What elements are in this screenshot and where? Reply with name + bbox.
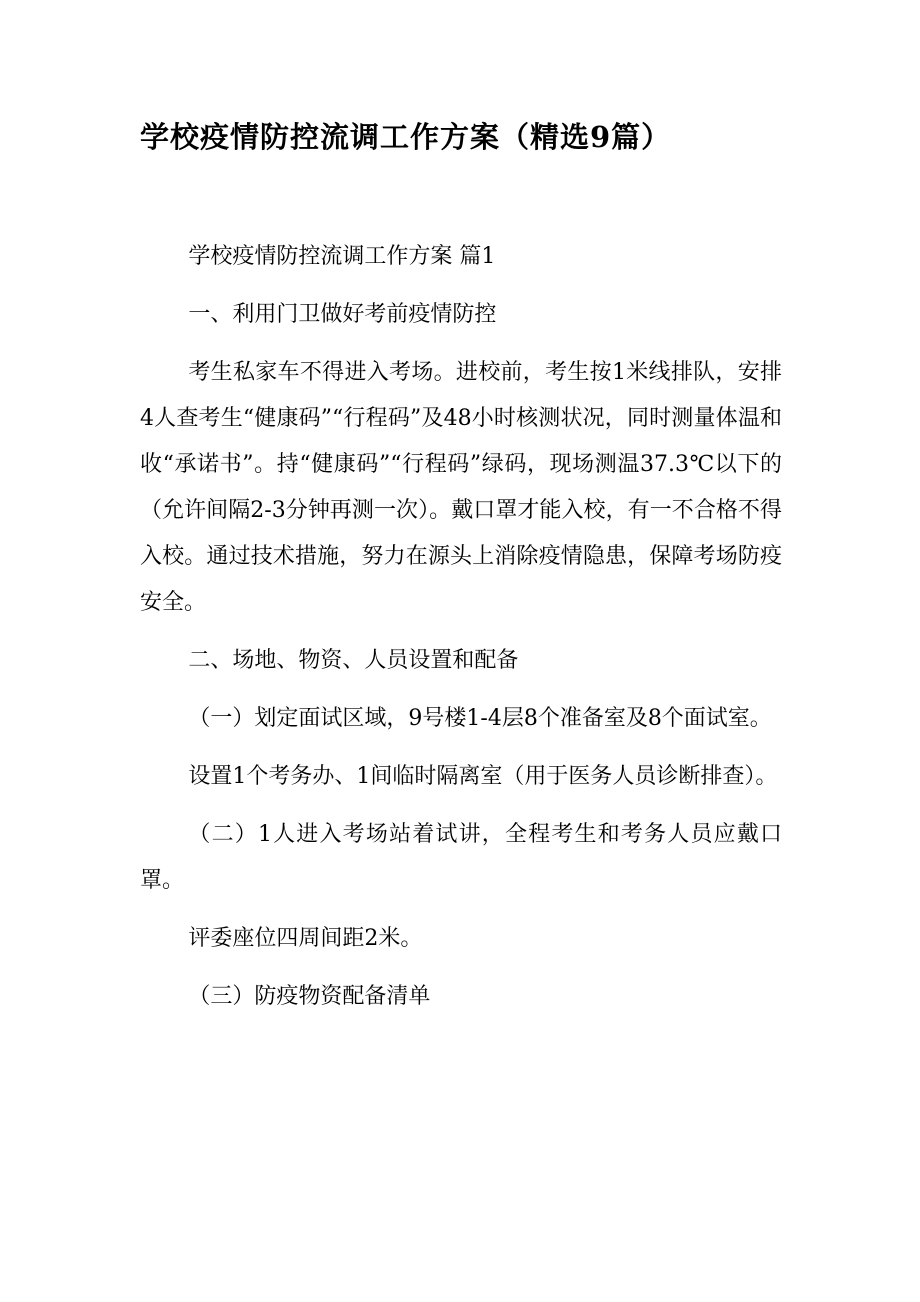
paragraph-masks: （二）1人进入考场站着试讲，全程考生和考务人员应戴口罩。 [140,822,782,893]
heading-venue-materials-staff: 二、场地、物资、人员设置和配备 [188,648,519,673]
paragraph-seat-spacing: 评委座位四周间距2米。 [188,926,423,951]
heading-gate-control: 一、利用门卫做好考前疫情防控 [188,302,497,327]
paragraph-interview-area: （一）划定面试区域，9号楼1-4层8个准备室及8个面试室。 [188,706,772,731]
paragraph-entry-check: 考生私家车不得进入考场。进校前，考生按1米线排队，安排4人查考生“健康码”“行程码”及48小时核测状况，同时测量体温和收“承诺书”。持“健康码”“行程码”绿码，现场测温37.3℃以下的（允许间隔2-3分钟再测一次）。戴口罩才能入校，有一不合格不得入校。通过技术措施，努力在源头上消除疫情隐患，保障考场防疫安全。 [140,360,782,615]
section-heading-part-1: 学校疫情防控流调工作方案 篇1 [188,244,496,269]
document-body [140,234,782,1032]
heading-supplies-list: （三）防疫物资配备清单 [188,984,431,1009]
paragraph-isolation-room: 设置1个考务办、1间临时隔离室（用于医务人员诊断排查）。 [188,764,778,789]
document-title: 学校疫情防控流调工作方案（精选9篇） [140,120,672,154]
